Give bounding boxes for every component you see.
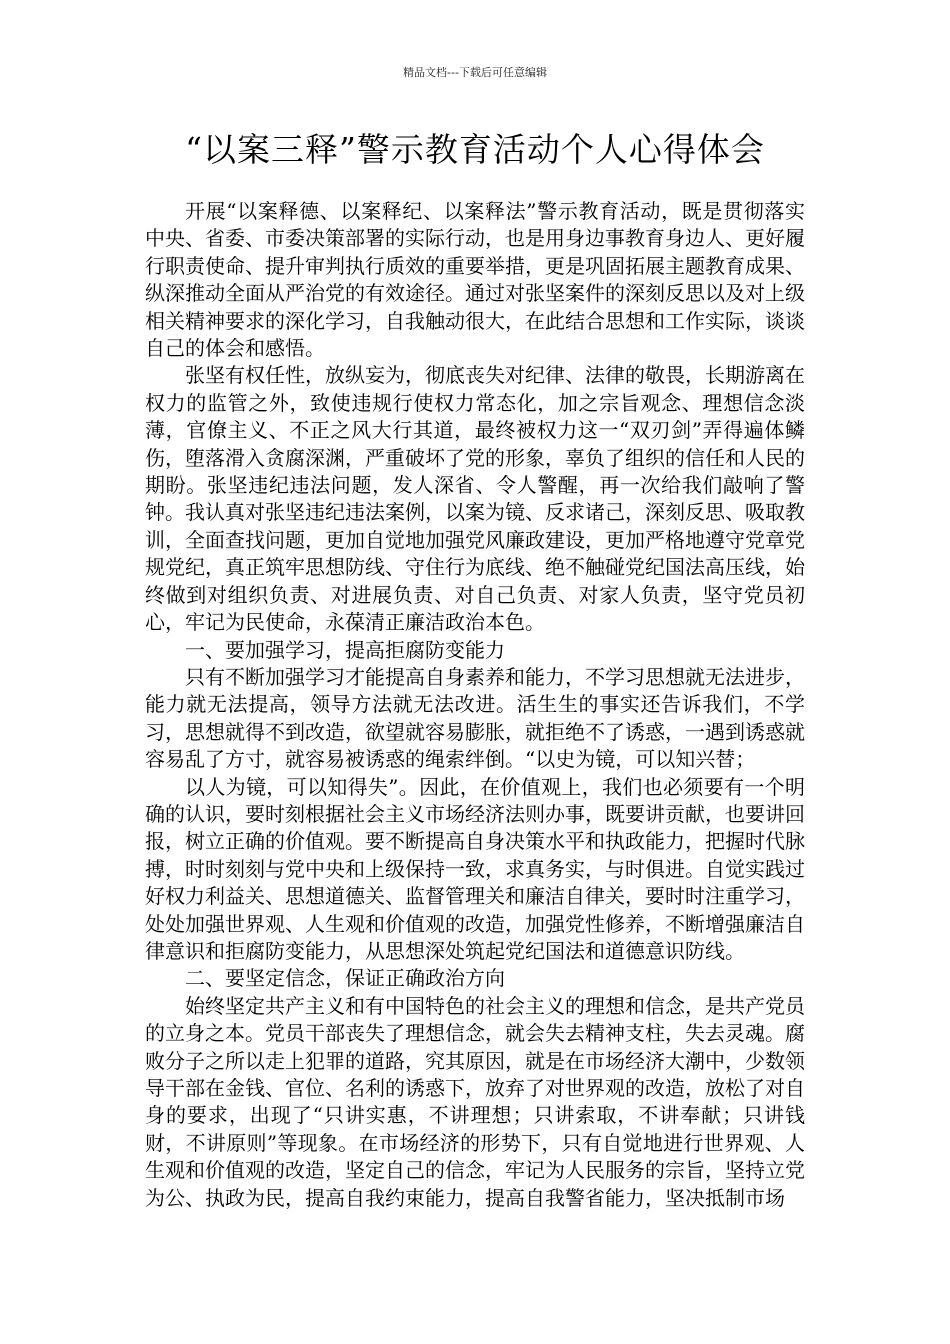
document-body (145, 198, 805, 1212)
paragraph-intro: 开展“以案释德、以案释纪、以案释法”警示教育活动，既是贯彻落实中央、省委、市委决策部署的实际行动，也是用身边事教育身边人、更好履行职责使命、提升审判执行质效的重要举措，更是巩固拓展主题教育成果、纵深推动全面从严治党的有效途径。通过对张坚案件的深刻反思以及对上级相关精神要求的深化学习，自我触动很大，在此结合思想和工作实际，谈谈自己的体会和感悟。 (145, 199, 805, 361)
paragraph-values: 以人为镜，可以知得失”。因此，在价值观上，我们也必须要有一个明确的认识，要时刻根据社会主义市场经济法则办事，既要讲贡献，也要讲回报，树立正确的价值观。要不断提高自身决策水平和执政能力，把握时代脉搏，时时刻刻与党中央和上级保持一致，求真务实，与时俱进。自觉实践过好权力利益关、思想道德关、监督管理关和廉洁自律关，要时时注重学习，处处加强世界观、人生观和价值观的改造，加强党性修养，不断增强廉洁自律意识和拒腐防变能力，从思想深处筑起党纪国法和道德意识防线。 (145, 774, 805, 963)
paragraph-case-reflection: 张坚有权任性，放纵妄为，彻底丧失对纪律、法律的敬畏，长期游离在权力的监管之外，致使违规行使权力常态化，加之宗旨观念、理想信念淡薄，官僚主义、不正之风大行其道，最终被权力这一“双刃剑”弄得遍体鳞伤，堕落滑入贪腐深渊，严重破坏了党的形象，辜负了组织的信任和人民的期盼。张坚违纪违法问题，发人深省、令人警醒，再一次给我们敲响了警钟。我认真对张坚违纪违法案例，以案为镜、反求诸己，深刻反思、吸取教训，全面查找问题，更加自觉地加强党风廉政建设，更加严格地遵守党章党规党纪，真正筑牢思想防线、守住行为底线、绝不触碰党纪国法高压线，始终做到对组织负责、对进展负责、对自己负责、对家人负责，坚守党员初心，牢记为民使命，永葆清正廉洁政治本色。 (145, 363, 805, 635)
section-heading-1: 一、要加强学习，提高拒腐防变能力 (185, 637, 505, 662)
document-title: “以案三释”警示教育活动个人心得体会 (185, 130, 765, 169)
paragraph-belief: 始终坚定共产主义和有中国特色的社会主义的理想和信念，是共产党员的立身之本。党员干部丧失了理想信念，就会失去精神支柱，失去灵魂。腐败分子之所以走上犯罪的道路，究其原因，就是在市场经济大潮中，少数领导干部在金钱、官位、名利的诱惑下，放弃了对世界观的改造，放松了对自身的要求，出现了“只讲实惠，不讲理想；只讲索取，不讲奉献；只讲钱财，不讲原则”等现象。在市场经济的形势下，只有自觉地进行世界观、人生观和价值观的改造，坚定自己的信念，牢记为人民服务的宗旨，坚持立党为公、执政为民，提高自我约束能力，提高自我警省能力，坚决抵制市场 (145, 993, 805, 1210)
paragraph-study: 只有不断加强学习才能提高自身素养和能力，不学习思想就无法进步，能力就无法提高，领导方法就无法改进。活生生的事实还告诉我们，不学习，思想就得不到改造，欲望就容易膨胀，就拒绝不了诱惑，一遇到诱惑就容易乱了方寸，就容易被诱惑的绳索绊倒。“以史为镜，可以知兴替； (145, 664, 805, 772)
header-note: 精品文档---下载后可任意编辑 (403, 66, 547, 79)
section-heading-2: 二、要坚定信念，保证正确政治方向 (185, 966, 505, 991)
